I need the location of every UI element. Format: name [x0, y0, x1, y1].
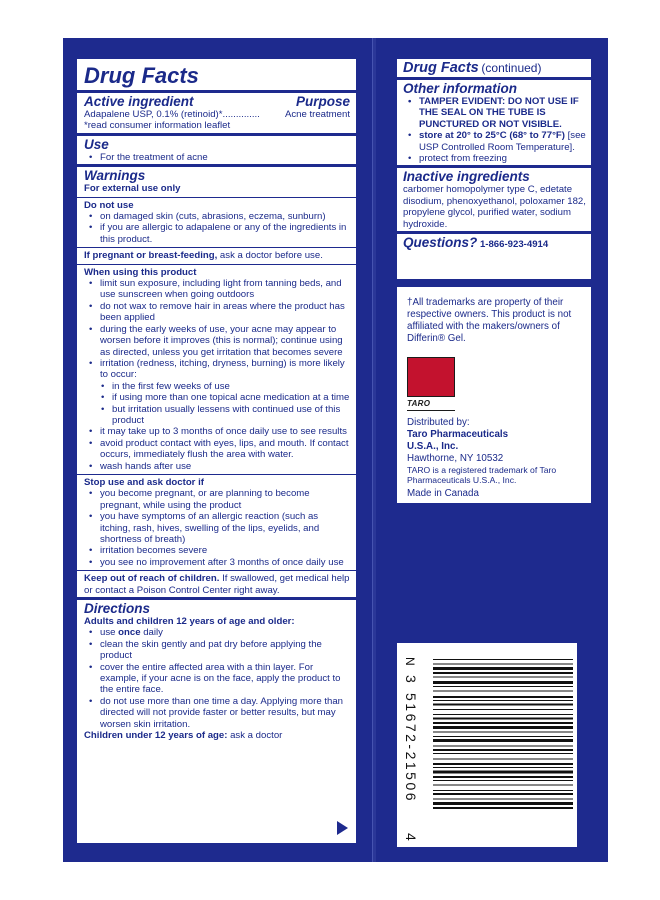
barcode-digit-left: 3 [403, 675, 419, 683]
stop-use-list [84, 488, 350, 568]
barcode-bar [433, 749, 573, 751]
list-item: • For the treatment of acne [84, 152, 350, 163]
ingredient-name: Adapalene USP, 0.1% (retinoid)* [84, 109, 223, 120]
stop-use-heading: Stop use and ask doctor if [84, 476, 204, 488]
list-item: • but irritation usually lessens with continued use of this product [84, 404, 350, 427]
keep-out-bold: Keep out of reach of children. [84, 573, 220, 585]
questions-heading: Questions? [403, 235, 478, 251]
list-item: • irritation (redness, itching, dryness, burning) is more likely to occur: [84, 358, 350, 381]
continued-title: Drug Facts [403, 60, 479, 76]
divider [77, 90, 356, 93]
barcode [397, 643, 579, 849]
when-using-heading: When using this product [84, 266, 197, 278]
list-item: • in the first few weeks of use [84, 381, 350, 392]
barcode-bar [433, 753, 573, 754]
continued-title-row [403, 61, 586, 76]
do-not-use-list [84, 211, 350, 245]
company-line-2: U.S.A., Inc. [407, 441, 459, 452]
company-line-1: Taro Pharmaceuticals [407, 429, 509, 440]
barcode-bar [433, 759, 573, 760]
list-item: • if you are allergic to adapalene or any of the ingredients in this product. [84, 222, 350, 245]
list-item: • do not wax to remove hair in areas where the product has been applied [84, 301, 350, 324]
list-item: • avoid product contact with eyes, lips, and mouth. If contact occurs, immediately flush the area with water. [84, 438, 350, 461]
inactive-heading: Inactive ingredients [403, 169, 530, 185]
divider [77, 164, 356, 167]
direction-text: daily [140, 627, 163, 639]
divider [397, 165, 591, 168]
list-item: • TAMPER EVIDENT: DO NOT USE IF THE SEAL ON THE TUBE IS PUNCTURED OR NOT VISIBLE. [403, 96, 586, 130]
barcode-bar [433, 763, 573, 765]
continued-label: (continued) [481, 61, 542, 75]
list-item: • if using more than one topical acne medication at a time [84, 392, 350, 403]
use-heading: Use [84, 136, 109, 152]
list-item: • you see no improvement after 3 months of once daily use [84, 557, 350, 568]
list-item: • protect from freezing [403, 153, 586, 164]
barcode-bar [433, 691, 573, 692]
divider [77, 197, 356, 198]
directions-list [84, 627, 350, 730]
barcode-bar [433, 700, 573, 701]
drug-facts-box [76, 58, 357, 844]
keep-out-warning [84, 573, 350, 596]
list-item: • you become pregnant, or are planning to become pregnant, while using the product [84, 488, 350, 511]
barcode-bar [433, 790, 573, 791]
barcode-bar [433, 722, 573, 724]
barcode-bar [433, 726, 573, 729]
questions-row [403, 235, 586, 250]
divider [77, 474, 356, 475]
barcode-bar [433, 667, 573, 670]
barcode-top-mark: N [403, 657, 417, 666]
other-info-list [403, 96, 586, 164]
barcode-bar [433, 696, 573, 698]
company-city: Hawthorne, NY 10532 [407, 453, 504, 464]
divider [77, 264, 356, 265]
divider [397, 77, 591, 80]
inactive-text: carbomer homopolymer type C, edetate disodium, phenoxyethanol, poloxamer 182, propylene glycol, purified water, sodium hydroxide. [403, 184, 586, 230]
pregnant-warning-text: ask a doctor before use. [217, 250, 323, 262]
barcode-bar [433, 718, 573, 720]
active-ingredient-heading: Active ingredient [84, 94, 194, 109]
barcode-bar [433, 799, 573, 800]
barcode-bar [433, 677, 573, 678]
barcode-bar [433, 739, 573, 742]
store-text: [see USP Controlled Room Temperature]. [419, 130, 586, 153]
divider [397, 231, 591, 234]
barcode-digits-middle: 51672-21506 [403, 693, 419, 804]
divider [77, 133, 356, 136]
other-info-heading: Other information [403, 81, 517, 96]
made-in: Made in Canada [407, 488, 479, 499]
list-item [403, 130, 586, 153]
phone-number[interactable]: 1-866-923-4914 [479, 239, 549, 251]
distributor-info-box [396, 286, 592, 504]
barcode-bar [433, 746, 573, 747]
do-not-use-heading: Do not use [84, 199, 134, 211]
barcode-bar [433, 732, 573, 733]
list-item: • you have symptoms of an allergic reaction (such as itching, rash, hives, swelling of the lips, eyelids, and shortness of breath) [84, 511, 350, 545]
barcode-bar [433, 704, 573, 706]
list-item [84, 627, 350, 638]
directions-heading: Directions [84, 601, 151, 617]
barcode-bars [433, 659, 573, 809]
barcode-bar [433, 802, 573, 805]
list-item: • it may take up to 3 months of once daily use to see results [84, 426, 350, 437]
active-ingredient-header [84, 94, 350, 109]
ingredient-row [84, 109, 350, 120]
store-bold: store at 20° to 25°C (68° to 77°F) [419, 130, 565, 142]
taro-logo-mark [407, 357, 455, 397]
irritation-sub-list [84, 381, 350, 427]
pregnant-warning-bold: If pregnant or breast-feeding, [84, 250, 218, 262]
children-bold: Children under 12 years of age: [84, 730, 228, 742]
barcode-bar [433, 686, 573, 687]
barcode-bar [433, 780, 573, 781]
purpose-heading: Purpose [295, 94, 350, 109]
barcode-bar [433, 736, 573, 737]
direction-bold: once [118, 627, 141, 639]
barcode-bar [433, 807, 573, 809]
list-item: • do not use more than one time a day. Applying more than directed will not provide faster or better results, but may worsen skin irritation. [84, 696, 350, 730]
barcode-bar [433, 709, 573, 710]
divider [77, 570, 356, 571]
list-item: • on damaged skin (cuts, abrasions, eczema, sunburn) [84, 211, 350, 222]
taro-logo [407, 357, 455, 411]
use-list [84, 152, 350, 163]
list-item: • wash hands after use [84, 461, 350, 472]
when-using-list [84, 278, 350, 381]
distributed-by: Distributed by: [407, 417, 470, 428]
list-item: • clean the skin gently and pat dry before applying the product [84, 639, 350, 662]
direction-text: use [100, 627, 119, 639]
barcode-bar [433, 785, 573, 786]
divider [77, 597, 356, 600]
barcode-bar [433, 767, 573, 768]
ingredient-purpose: Acne treatment [284, 109, 350, 120]
continue-arrow-icon [337, 821, 348, 835]
list-item: • irritation becomes severe [84, 545, 350, 556]
drug-facts-continued-box [396, 58, 592, 280]
list-item: • during the early weeks of use, your acne may appear to worsen before it improves (this is normal); continue using as directed, unless you get irritation that becomes severe [84, 324, 350, 358]
pregnant-warning [84, 250, 350, 261]
directions-adults: Adults and children 12 years of age and older: [84, 616, 295, 628]
barcode-bar [433, 659, 573, 660]
barcode-bar [433, 771, 573, 774]
barcode-box [396, 642, 578, 848]
warnings-heading: Warnings [84, 168, 146, 184]
trademark-text: †All trademarks are property of their respective owners. This product is not affiliated with the makers/owners of Differin® Gel. [407, 297, 572, 344]
barcode-bar [433, 793, 573, 795]
drug-facts-title: Drug Facts [84, 63, 199, 88]
list-item: • cover the entire affected area with a thin layer. For example, if your acne is on the face, apply the product to the entire face. [84, 662, 350, 696]
ingredient-dots: .............. [222, 109, 260, 120]
barcode-bar [433, 714, 573, 715]
trademark-note: TARO is a registered trademark of Taro Pharmaceuticals U.S.A., Inc. [407, 465, 557, 485]
taro-logo-word: TARO [407, 398, 455, 411]
when-using-list-continued [84, 426, 350, 472]
list-item: • limit sun exposure, including light from tanning beds, and use sunscreen when going outdoors [84, 278, 350, 301]
barcode-bar [433, 681, 573, 684]
barcode-bar [433, 776, 573, 778]
divider [77, 247, 356, 248]
ingredient-footnote: *read consumer information leaflet [84, 120, 231, 132]
barcode-digit-right: 4 [403, 833, 419, 841]
directions-children [84, 730, 350, 741]
barcode-bar [433, 664, 573, 665]
keep-out-text: If swallowed, get medical help or contact a Poison Control Center right away. [84, 573, 350, 596]
children-text: ask a doctor [227, 730, 283, 742]
barcode-bar [433, 672, 573, 674]
external-use-text: For external use only [84, 183, 181, 195]
